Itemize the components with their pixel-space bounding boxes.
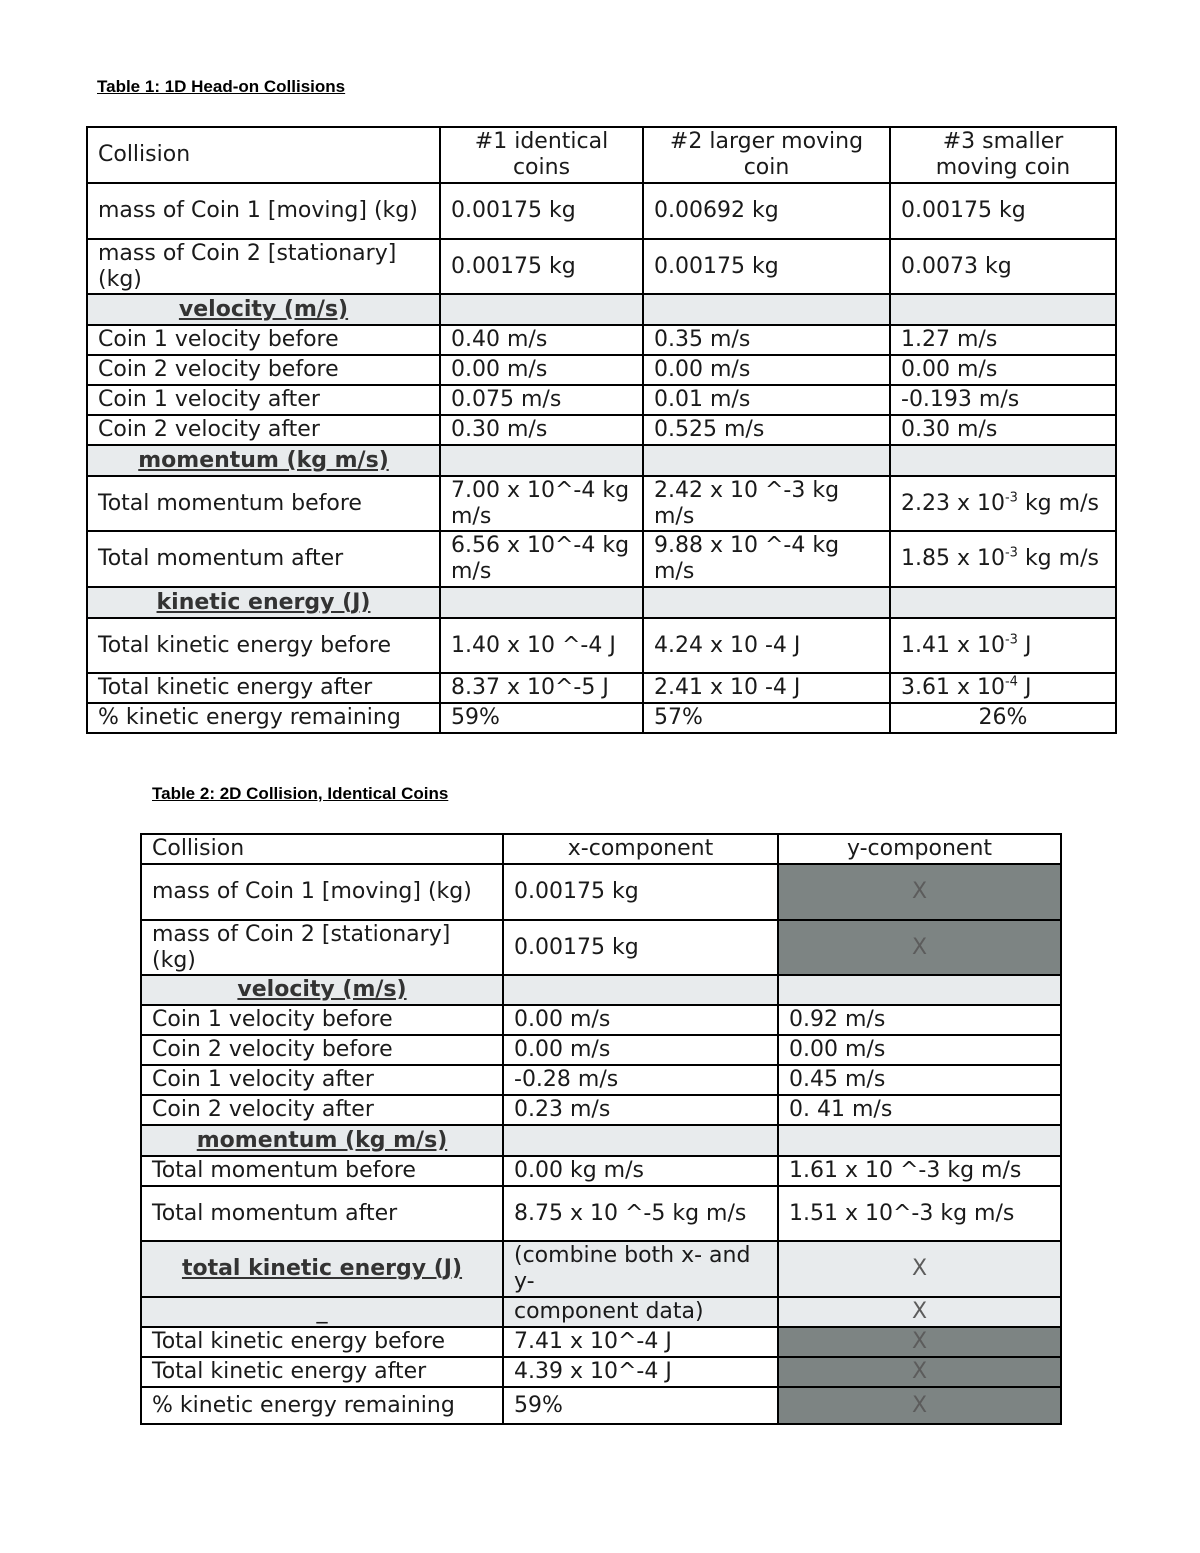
table-row (87, 239, 1116, 294)
table-cell: 4.39 x 10^-4 J (503, 1357, 778, 1387)
table-cell: 0.92 m/s (778, 1005, 1061, 1035)
table-cell: 7.41 x 10^-4 J (503, 1327, 778, 1357)
table-cell: 0.00 m/s (440, 355, 643, 385)
value-text: 1.85 x 10 (901, 546, 1005, 571)
table-cell (778, 1125, 1061, 1156)
table-cell (890, 673, 1116, 703)
table-cell (440, 587, 643, 618)
table-cell: 26% (890, 703, 1116, 733)
row-label: Coin 1 velocity before (87, 325, 440, 355)
table-cell: 0.00692 kg (643, 183, 890, 239)
disabled-cell: X (778, 1297, 1061, 1327)
disabled-cell: X (778, 1387, 1061, 1424)
table-cell (778, 975, 1061, 1005)
section-heading: kinetic energy (J) (87, 587, 440, 618)
table-cell: 57% (643, 703, 890, 733)
section-heading: total kinetic energy (J) (141, 1241, 503, 1297)
row-label: % kinetic energy remaining (141, 1387, 503, 1424)
row-label: Coin 1 velocity after (141, 1065, 503, 1095)
table-cell: 0.00175 kg (503, 864, 778, 920)
header-cell: Collision (87, 127, 440, 183)
table-row (87, 673, 1116, 703)
disabled-cell: X (778, 1357, 1061, 1387)
row-label: Coin 1 velocity after (87, 385, 440, 415)
table-row (141, 1387, 1061, 1424)
header-cell: #1 identical coins (440, 127, 643, 183)
unit-text: J (1017, 675, 1032, 700)
table-row (141, 1327, 1061, 1357)
table-cell (503, 1125, 778, 1156)
table-cell: 0.23 m/s (503, 1095, 778, 1125)
table-row (141, 1065, 1061, 1095)
row-label: mass of Coin 2 [stationary] (kg) (141, 920, 503, 975)
disabled-cell: X (778, 1241, 1061, 1297)
table-cell (503, 975, 778, 1005)
header-cell: y-component (778, 834, 1061, 864)
table-cell: 1.27 m/s (890, 325, 1116, 355)
table-cell (440, 445, 643, 476)
exponent: -3 (1004, 632, 1018, 648)
table-cell (440, 294, 643, 325)
table-row (87, 183, 1116, 239)
table-cell (890, 531, 1116, 587)
table-cell (890, 587, 1116, 618)
disabled-cell: X (778, 920, 1061, 975)
exponent: -3 (1004, 545, 1018, 561)
row-label: Total kinetic energy after (87, 673, 440, 703)
table-row (141, 1035, 1061, 1065)
table-row (87, 385, 1116, 415)
table-cell: 8.37 x 10^-5 J (440, 673, 643, 703)
table-cell: 59% (503, 1387, 778, 1424)
table-row (141, 920, 1061, 975)
row-label: Total momentum after (141, 1186, 503, 1241)
table-row (87, 355, 1116, 385)
header-cell: #3 smaller moving coin (890, 127, 1116, 183)
table-cell: 0. 41 m/s (778, 1095, 1061, 1125)
table-row (141, 864, 1061, 920)
row-label: Coin 1 velocity before (141, 1005, 503, 1035)
table-cell (890, 445, 1116, 476)
row-label: Total momentum before (141, 1156, 503, 1186)
table-cell (890, 476, 1116, 531)
section-row (141, 1297, 1061, 1327)
table-row (87, 325, 1116, 355)
row-label: Coin 2 velocity after (87, 415, 440, 445)
table-cell: 0.45 m/s (778, 1065, 1061, 1095)
table-cell (643, 587, 890, 618)
table-cell: (combine both x- and y- (503, 1241, 778, 1297)
table-cell: 6.56 x 10^-4 kg m/s (440, 531, 643, 587)
table-2d-collision (140, 833, 1062, 1425)
table-cell: 0.00 m/s (778, 1035, 1061, 1065)
table-cell (890, 294, 1116, 325)
table-cell: 2.41 x 10 -4 J (643, 673, 890, 703)
section-row (141, 975, 1061, 1005)
row-label: mass of Coin 1 [moving] (kg) (87, 183, 440, 239)
table-cell: 1.61 x 10 ^-3 kg m/s (778, 1156, 1061, 1186)
header-cell: #2 larger moving coin (643, 127, 890, 183)
value-text: 2.23 x 10 (901, 490, 1005, 516)
table-cell: 0.00175 kg (440, 239, 643, 294)
row-label: % kinetic energy remaining (87, 703, 440, 733)
table-cell: 9.88 x 10 ^-4 kg m/s (643, 531, 890, 587)
table-cell: 2.42 x 10 ^-3 kg m/s (643, 476, 890, 531)
row-label: Total kinetic energy before (87, 618, 440, 673)
table-row (87, 618, 1116, 673)
row-label: Coin 2 velocity after (141, 1095, 503, 1125)
unit-text: kg m/s (1017, 546, 1099, 571)
header-cell: x-component (503, 834, 778, 864)
row-label: _ (141, 1297, 503, 1327)
table-row (141, 1357, 1061, 1387)
table-cell: 0.0073 kg (890, 239, 1116, 294)
exponent: -3 (1004, 490, 1018, 506)
table-cell: 1.51 x 10^-3 kg m/s (778, 1186, 1061, 1241)
table-row (141, 1186, 1061, 1241)
section-heading: velocity (m/s) (87, 294, 440, 325)
header-cell: Collision (141, 834, 503, 864)
table-row (87, 531, 1116, 587)
table-cell: 0.00175 kg (440, 183, 643, 239)
unit-text: J (1017, 632, 1032, 658)
table-row (141, 1005, 1061, 1035)
table2-caption: Table 2: 2D Collision, Identical Coins (152, 784, 449, 803)
table-cell: 0.00 m/s (890, 355, 1116, 385)
table-cell: 4.24 x 10 -4 J (643, 618, 890, 673)
row-label: Total momentum before (87, 476, 440, 531)
table-cell: 0.35 m/s (643, 325, 890, 355)
value-text: 1.41 x 10 (901, 632, 1005, 658)
table-row (87, 703, 1116, 733)
section-row (141, 1125, 1061, 1156)
section-row (87, 294, 1116, 325)
row-label: mass of Coin 2 [stationary] (kg) (87, 239, 440, 294)
unit-text: kg m/s (1017, 490, 1099, 516)
section-heading: momentum (kg m/s) (87, 445, 440, 476)
section-heading: momentum (kg m/s) (141, 1125, 503, 1156)
table-cell: 0.075 m/s (440, 385, 643, 415)
table-cell: 0.40 m/s (440, 325, 643, 355)
section-row (87, 587, 1116, 618)
section-row (141, 1241, 1061, 1297)
section-heading: velocity (m/s) (141, 975, 503, 1005)
table-cell: 59% (440, 703, 643, 733)
table-cell (643, 294, 890, 325)
disabled-cell: X (778, 864, 1061, 920)
row-label: Total momentum after (87, 531, 440, 587)
table-cell: component data) (503, 1297, 778, 1327)
table-cell: -0.28 m/s (503, 1065, 778, 1095)
table-cell: 0.00175 kg (890, 183, 1116, 239)
table-cell: 0.00 m/s (503, 1035, 778, 1065)
table-cell: 7.00 x 10^-4 kg m/s (440, 476, 643, 531)
row-label: Total kinetic energy before (141, 1327, 503, 1357)
table-cell: 0.01 m/s (643, 385, 890, 415)
table-row (141, 1156, 1061, 1186)
table-cell (890, 618, 1116, 673)
table-cell: 0.00175 kg (503, 920, 778, 975)
disabled-cell: X (778, 1327, 1061, 1357)
table-row (87, 415, 1116, 445)
table-cell: 0.00 m/s (503, 1005, 778, 1035)
value-text: 3.61 x 10 (901, 675, 1005, 700)
exponent: -4 (1004, 674, 1018, 690)
table-cell: 1.40 x 10 ^-4 J (440, 618, 643, 673)
table-header-row (141, 834, 1061, 864)
table-cell: -0.193 m/s (890, 385, 1116, 415)
table-cell: 0.30 m/s (440, 415, 643, 445)
table-cell: 8.75 x 10 ^-5 kg m/s (503, 1186, 778, 1241)
table-cell: 0.525 m/s (643, 415, 890, 445)
table-cell: 0.30 m/s (890, 415, 1116, 445)
row-label: mass of Coin 1 [moving] (kg) (141, 864, 503, 920)
row-label: Coin 2 velocity before (87, 355, 440, 385)
table1-caption: Table 1: 1D Head-on Collisions (97, 77, 346, 96)
row-label: Total kinetic energy after (141, 1357, 503, 1387)
table-cell: 0.00 m/s (643, 355, 890, 385)
table-row (141, 1095, 1061, 1125)
row-label: Coin 2 velocity before (141, 1035, 503, 1065)
section-row (87, 445, 1116, 476)
table-cell: 0.00175 kg (643, 239, 890, 294)
table-row (87, 476, 1116, 531)
table-cell (643, 445, 890, 476)
table-header-row (87, 127, 1116, 183)
table-cell: 0.00 kg m/s (503, 1156, 778, 1186)
table-1d-collisions (86, 126, 1117, 734)
